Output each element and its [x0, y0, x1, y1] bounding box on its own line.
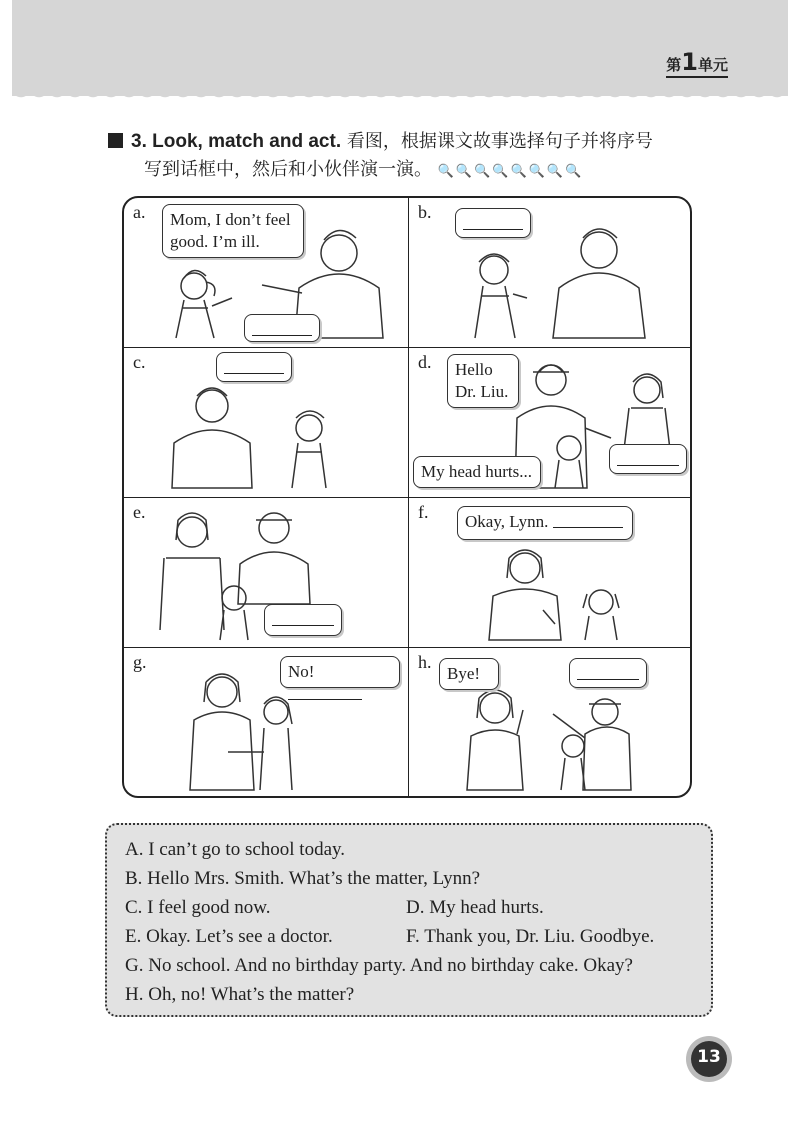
answer-blank[interactable]	[272, 612, 334, 626]
speech-bubble-d-1	[447, 354, 519, 408]
bubble-text: Okay, Lynn.	[465, 512, 549, 531]
answer-bubble-h[interactable]	[569, 658, 647, 688]
answer-blank[interactable]	[463, 216, 523, 230]
answer-bubble-e[interactable]	[264, 604, 342, 636]
answer-blank[interactable]	[252, 322, 312, 336]
panel-f	[409, 498, 692, 648]
answer-blank[interactable]	[288, 686, 362, 700]
exercise-title-en: 3. Look, match and act.	[131, 131, 342, 152]
panel-h	[409, 648, 692, 798]
options-row-cd	[125, 893, 711, 922]
panel-letter: f.	[418, 502, 429, 522]
option-f: F. Thank you, Dr. Liu. Goodbye.	[406, 926, 655, 947]
option-c: C. I feel good now.	[125, 897, 271, 918]
answer-bubble-b[interactable]	[455, 208, 531, 238]
page-number-badge	[685, 1035, 733, 1083]
speech-bubble-a-1	[162, 204, 304, 258]
answer-blank[interactable]	[553, 514, 623, 528]
speech-bubble-d-2	[413, 456, 541, 488]
panel-letter: g.	[133, 652, 147, 672]
bubble-text: My head hurts...	[421, 462, 532, 481]
comic-grid	[122, 196, 692, 798]
panel-letter: h.	[418, 652, 432, 672]
panel-letter: b.	[418, 202, 432, 222]
magnifier-icons: 🔍🔍🔍🔍🔍🔍🔍🔍	[437, 164, 584, 179]
answer-blank[interactable]	[617, 452, 679, 466]
panel-c	[124, 348, 409, 498]
panel-d	[409, 348, 692, 498]
panel-b-illustration	[409, 198, 692, 348]
answer-blank[interactable]	[577, 666, 639, 680]
unit-suffix: 单元	[697, 56, 728, 74]
answer-bubble-d[interactable]	[609, 444, 687, 474]
answer-bubble-f[interactable]	[457, 506, 633, 540]
panel-g	[124, 648, 409, 798]
option-g: G. No school. And no birthday party. And no birthday cake. Okay?	[125, 955, 633, 976]
page-number: 13	[697, 1047, 721, 1067]
unit-label	[666, 48, 728, 78]
panel-letter: d.	[418, 352, 432, 372]
bubble-text: Bye!	[447, 664, 481, 683]
option-h: H. Oh, no! What’s the matter?	[125, 984, 355, 1005]
answer-blank[interactable]	[224, 360, 284, 374]
option-a: A. I can’t go to school today.	[125, 839, 346, 860]
panel-b	[409, 198, 692, 348]
option-b: B. Hello Mrs. Smith. What’s the matter, Lynn?	[125, 868, 481, 889]
bubble-text: No!	[288, 662, 315, 681]
exercise-heading	[108, 128, 728, 186]
panel-e	[124, 498, 409, 648]
exercise-title-cn-2: 写到话框中，然后和小伙伴演一演。	[144, 159, 432, 180]
bubble-text: Hello Dr. Liu.	[455, 360, 509, 401]
panel-letter: e.	[133, 502, 146, 522]
bubble-text: Mom, I don’t feel good. I’m ill.	[170, 210, 291, 251]
answer-bubble-g[interactable]	[280, 656, 400, 688]
heading-square-icon	[108, 133, 123, 148]
option-d: D. My head hurts.	[406, 897, 544, 918]
exercise-title-cn-1: 看图，根据课文故事选择句子并将序号	[346, 131, 653, 152]
panel-letter: c.	[133, 352, 146, 372]
header-band	[12, 0, 788, 96]
panel-letter: a.	[133, 202, 146, 222]
options-row-ef	[125, 922, 711, 951]
speech-bubble-h-1	[439, 658, 499, 690]
unit-number: 1	[681, 48, 698, 76]
header-scallop-edge	[12, 88, 788, 104]
unit-prefix: 第	[666, 56, 682, 74]
answer-bubble-c[interactable]	[216, 352, 292, 382]
answer-bubble-a[interactable]	[244, 314, 320, 342]
option-e: E. Okay. Let’s see a doctor.	[125, 926, 333, 947]
options-box	[105, 823, 713, 1017]
panel-a	[124, 198, 409, 348]
